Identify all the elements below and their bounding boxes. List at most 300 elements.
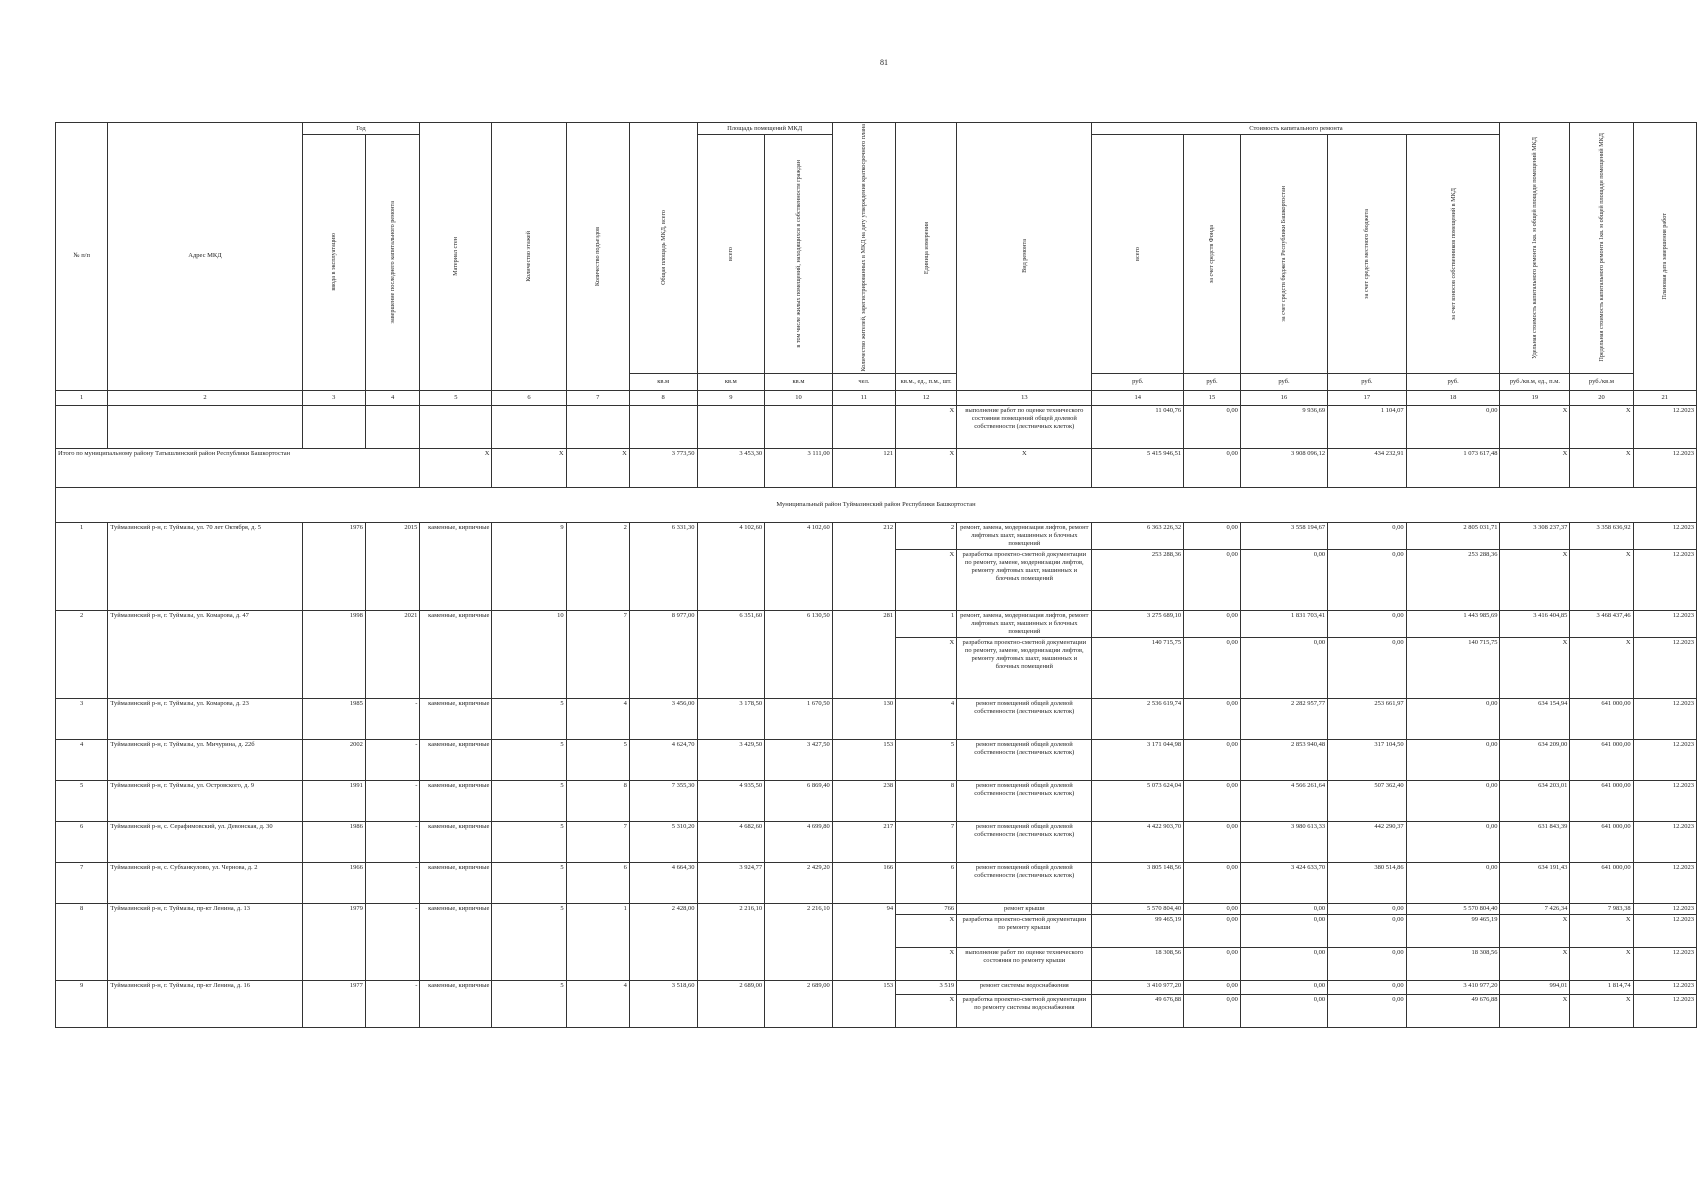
unit-cost-cell: X	[1500, 914, 1570, 947]
capital-repair-table	[55, 122, 1697, 1028]
area-total-cell: 2 216,10	[697, 903, 765, 980]
area-total-cell: 4 102,60	[697, 522, 765, 610]
max-cost-cell: X	[1570, 405, 1633, 448]
cost-local-cell: 0,00	[1328, 610, 1407, 637]
deadline-cell: 12.2023	[1633, 914, 1696, 947]
subtotal-wall: X	[420, 448, 492, 487]
address-cell: Туймазинский р-н, с. Серафимовский, ул. Девонская, д. 30	[108, 821, 302, 862]
work-type-cell: разработка проектно-сметной документации по ремонту, замене, модернизации лифтов, ремонту лифтовых шахт, машинных и блочных помещений	[957, 549, 1092, 610]
cost-owners-cell: 0,00	[1406, 405, 1500, 448]
unit-cost-owners: руб.	[1406, 373, 1500, 390]
house-number-cell: 2	[56, 610, 108, 698]
area-residential-cell: 2 689,00	[765, 980, 833, 1027]
unit-cell: X	[896, 994, 957, 1027]
cost-fund-cell: 0,00	[1184, 914, 1241, 947]
floors-cell: 5	[492, 903, 566, 980]
year-commission-cell: 1985	[302, 698, 365, 739]
empty-cell	[420, 405, 492, 448]
column-number: 1	[56, 390, 108, 405]
header-unit-cost: Удельная стоимость капитального ремонта 1кв. м общей площади помещений МКД	[1500, 123, 1570, 374]
area-residential-cell: 6 869,40	[765, 780, 833, 821]
subtotal-label: Итого по муниципальному району Татышлинский район Республики Башкортостан	[56, 448, 420, 487]
cost-fund-cell: 0,00	[1184, 739, 1241, 780]
cost-owners-cell: 99 465,19	[1406, 914, 1500, 947]
column-number: 3	[302, 390, 365, 405]
unit-cost-republic: руб.	[1240, 373, 1327, 390]
deadline-cell: 12.2023	[1633, 739, 1696, 780]
max-cost-cell: 1 814,74	[1570, 980, 1633, 994]
residents-cell: 281	[832, 610, 895, 698]
house-row	[56, 980, 1697, 994]
unit-cost-cell: X	[1500, 947, 1570, 980]
cost-fund-cell: 0,00	[1184, 637, 1241, 698]
unit-unit-cost: руб./кв.м, ед., п.м.	[1500, 373, 1570, 390]
column-number: 21	[1633, 390, 1696, 405]
cost-local-cell: 442 290,37	[1328, 821, 1407, 862]
header-work-type: Вид ремонта	[957, 123, 1092, 391]
cost-local-cell: 0,00	[1328, 549, 1407, 610]
cost-owners-cell: 1 443 985,69	[1406, 610, 1500, 637]
unit-cost-cell: 634 209,00	[1500, 739, 1570, 780]
header-cost-local: за счет средств местного бюджета	[1328, 135, 1407, 374]
subtotal-row	[56, 448, 1697, 487]
column-number: 4	[365, 390, 420, 405]
residents-cell: 153	[832, 739, 895, 780]
cost-local-cell: 253 661,97	[1328, 698, 1407, 739]
work-type-cell: ремонт помещений общей долевой собственности (лестничных клеток)	[957, 739, 1092, 780]
floors-cell: 10	[492, 610, 566, 698]
max-cost-cell: 641 000,00	[1570, 698, 1633, 739]
year-last-repair-cell: -	[365, 821, 420, 862]
cost-owners-cell: 3 410 977,20	[1406, 980, 1500, 994]
cost-republic-cell: 0,00	[1240, 637, 1327, 698]
cost-total-cell: 11 040,76	[1092, 405, 1184, 448]
floors-cell: 5	[492, 980, 566, 1027]
header-residents: Количество жителей, зарегистрированных в МКД на дату утверждения краткосрочного плана	[832, 123, 895, 374]
cost-fund-cell: 0,00	[1184, 448, 1241, 487]
residents-cell: 94	[832, 903, 895, 980]
entrances-cell: 1	[566, 903, 629, 980]
year-commission-cell: 1979	[302, 903, 365, 980]
area-residential-cell: 1 670,50	[765, 698, 833, 739]
year-last-repair-cell: -	[365, 739, 420, 780]
section-row	[56, 487, 1697, 522]
empty-cell	[365, 405, 420, 448]
year-last-repair-cell: -	[365, 780, 420, 821]
cost-owners-cell: 5 570 804,40	[1406, 903, 1500, 914]
subtotal-area: 3 773,50	[629, 448, 697, 487]
header-unit: Единица измерения	[896, 123, 957, 374]
wall-material-cell: каменные, кирпичные	[420, 821, 492, 862]
wall-material-cell: каменные, кирпичные	[420, 780, 492, 821]
cost-fund-cell: 0,00	[1184, 980, 1241, 994]
cost-republic-cell: 0,00	[1240, 549, 1327, 610]
cost-total-cell: 3 805 148,56	[1092, 862, 1184, 903]
house-row	[56, 903, 1697, 914]
unit-cell: X	[896, 637, 957, 698]
cost-republic-cell: 3 908 096,12	[1240, 448, 1327, 487]
cost-owners-cell: 0,00	[1406, 862, 1500, 903]
cost-owners-cell: 140 715,75	[1406, 637, 1500, 698]
deadline-cell: 12.2023	[1633, 903, 1696, 914]
work-type-cell: ремонт помещений общей долевой собственности (лестничных клеток)	[957, 862, 1092, 903]
cost-local-cell: 0,00	[1328, 903, 1407, 914]
page-number: 81	[880, 58, 888, 67]
unit-cost-cell: 994,01	[1500, 980, 1570, 994]
cost-owners-cell: 1 073 617,48	[1406, 448, 1500, 487]
header-max-cost: Предельная стоимость капитального ремонта 1кв. м общей площади помещений МКД	[1570, 123, 1633, 374]
cost-republic-cell: 3 980 613,33	[1240, 821, 1327, 862]
cost-fund-cell: 0,00	[1184, 994, 1241, 1027]
unit-cost-cell: 631 843,39	[1500, 821, 1570, 862]
house-number-cell: 3	[56, 698, 108, 739]
unit-cell: 3 519	[896, 980, 957, 994]
year-last-repair-cell: -	[365, 698, 420, 739]
column-number: 19	[1500, 390, 1570, 405]
header-cost-republic: за счет средств бюджета Республики Башкортостан	[1240, 135, 1327, 374]
unit-cell: X	[896, 947, 957, 980]
header-area-group: Площадь помещений МКД	[697, 123, 832, 135]
column-number: 9	[697, 390, 765, 405]
entrances-cell: 4	[566, 980, 629, 1027]
work-type-cell: ремонт, замена, модернизация лифтов, ремонт лифтовых шахт, машинных и блочных помещений	[957, 522, 1092, 549]
floors-cell: 5	[492, 780, 566, 821]
house-number-cell: 1	[56, 522, 108, 610]
column-number: 18	[1406, 390, 1500, 405]
unit-cost-cell: X	[1500, 637, 1570, 698]
residents-cell: 212	[832, 522, 895, 610]
work-type-cell: ремонт, замена, модернизация лифтов, ремонт лифтовых шахт, машинных и блочных помещений	[957, 610, 1092, 637]
cost-owners-cell: 2 805 031,71	[1406, 522, 1500, 549]
header-cost-owners: за счет взносов собственников помещений в МКД	[1406, 135, 1500, 374]
header-row-top	[56, 123, 1697, 135]
entrances-cell: 6	[566, 862, 629, 903]
header-total-area: Общая площадь МКД, всего	[629, 123, 697, 374]
cost-owners-cell: 0,00	[1406, 780, 1500, 821]
column-number: 14	[1092, 390, 1184, 405]
unit-cell: X	[896, 448, 957, 487]
unit-cost-cell: X	[1500, 994, 1570, 1027]
cost-local-cell: 0,00	[1328, 947, 1407, 980]
cost-republic-cell: 0,00	[1240, 994, 1327, 1027]
unit-cost-total: руб.	[1092, 373, 1184, 390]
house-number-cell: 9	[56, 980, 108, 1027]
area-residential-cell: 3 427,50	[765, 739, 833, 780]
unit-cell: X	[896, 405, 957, 448]
cost-owners-cell: 0,00	[1406, 739, 1500, 780]
year-commission-cell: 1966	[302, 862, 365, 903]
total-area-cell: 8 977,00	[629, 610, 697, 698]
cost-fund-cell: 0,00	[1184, 903, 1241, 914]
cost-owners-cell: 49 676,88	[1406, 994, 1500, 1027]
unit-cost-cell: X	[1500, 448, 1570, 487]
unit-cost-cell: X	[1500, 405, 1570, 448]
empty-cell	[492, 405, 566, 448]
column-number: 7	[566, 390, 629, 405]
unit-cost-fund: руб.	[1184, 373, 1241, 390]
area-total-cell: 4 935,50	[697, 780, 765, 821]
column-numbers-row	[56, 390, 1697, 405]
unit-cost-cell: 7 426,34	[1500, 903, 1570, 914]
residents-cell: 130	[832, 698, 895, 739]
house-number-cell: 8	[56, 903, 108, 980]
address-cell: Туймазинский р-н, г. Туймазы, пр-кт Ленина, д. 13	[108, 903, 302, 980]
deadline-cell: 12.2023	[1633, 549, 1696, 610]
deadline-cell: 12.2023	[1633, 698, 1696, 739]
residents-cell: 217	[832, 821, 895, 862]
unit-cost-cell: 634 191,43	[1500, 862, 1570, 903]
cost-total-cell: 253 288,36	[1092, 549, 1184, 610]
cost-total-cell: 5 570 804,40	[1092, 903, 1184, 914]
work-type-cell: разработка проектно-сметной документации по ремонту системы водоснабжения	[957, 994, 1092, 1027]
unit-residents: чел.	[832, 373, 895, 390]
subtotal-area-total: 3 453,30	[697, 448, 765, 487]
area-residential-cell: 6 130,50	[765, 610, 833, 698]
unit-total-area: кв.м	[629, 373, 697, 390]
cost-republic-cell: 0,00	[1240, 914, 1327, 947]
entrances-cell: 7	[566, 821, 629, 862]
empty-cell	[302, 405, 365, 448]
work-type-cell: ремонт крыши	[957, 903, 1092, 914]
unit-cell: 7	[896, 821, 957, 862]
cost-owners-cell: 18 308,56	[1406, 947, 1500, 980]
empty-cell	[108, 405, 302, 448]
entrances-cell: 4	[566, 698, 629, 739]
unit-cost-local: руб.	[1328, 373, 1407, 390]
unit-cell: X	[896, 914, 957, 947]
cost-total-cell: 49 676,88	[1092, 994, 1184, 1027]
total-area-cell: 7 355,30	[629, 780, 697, 821]
cost-owners-cell: 0,00	[1406, 821, 1500, 862]
max-cost-cell: 641 000,00	[1570, 780, 1633, 821]
residents-cell: 166	[832, 862, 895, 903]
column-number: 2	[108, 390, 302, 405]
cost-republic-cell: 2 282 957,77	[1240, 698, 1327, 739]
cost-owners-cell: 253 288,36	[1406, 549, 1500, 610]
header-floors: Количество этажей	[492, 123, 566, 391]
deadline-cell: 12.2023	[1633, 780, 1696, 821]
cost-total-cell: 3 171 044,98	[1092, 739, 1184, 780]
residents-cell: 153	[832, 980, 895, 1027]
cost-republic-cell: 0,00	[1240, 947, 1327, 980]
cost-fund-cell: 0,00	[1184, 610, 1241, 637]
deadline-cell: 12.2023	[1633, 405, 1696, 448]
area-total-cell: 3 178,50	[697, 698, 765, 739]
cost-fund-cell: 0,00	[1184, 405, 1241, 448]
total-area-cell: 5 310,20	[629, 821, 697, 862]
year-commission-cell: 2002	[302, 739, 365, 780]
entrances-cell: 5	[566, 739, 629, 780]
unit-cell: 2	[896, 522, 957, 549]
address-cell: Туймазинский р-н, г. Туймазы, ул. Островского, д. 9	[108, 780, 302, 821]
column-number: 15	[1184, 390, 1241, 405]
cost-fund-cell: 0,00	[1184, 821, 1241, 862]
column-number: 11	[832, 390, 895, 405]
unit-cell: 8	[896, 780, 957, 821]
total-area-cell: 2 428,00	[629, 903, 697, 980]
total-area-cell: 3 456,00	[629, 698, 697, 739]
header-entrances: Количество подъездов	[566, 123, 629, 391]
area-total-cell: 2 689,00	[697, 980, 765, 1027]
unit-cost-cell: 634 154,94	[1500, 698, 1570, 739]
year-commission-cell: 1991	[302, 780, 365, 821]
empty-cell	[566, 405, 629, 448]
year-commission-cell: 1998	[302, 610, 365, 698]
area-residential-cell: 2 429,20	[765, 862, 833, 903]
address-cell: Туймазинский р-н, г. Туймазы, ул. Комарова, д. 47	[108, 610, 302, 698]
header-cost-total: всего	[1092, 135, 1184, 374]
section-title: Муниципальный район Туймазинский район Республики Башкортостан	[56, 487, 1697, 522]
area-total-cell: 4 682,60	[697, 821, 765, 862]
unit-cell: 4	[896, 698, 957, 739]
work-type-cell: ремонт помещений общей долевой собственности (лестничных клеток)	[957, 780, 1092, 821]
cost-total-cell: 3 275 689,10	[1092, 610, 1184, 637]
subtotal-area-residential: 3 111,00	[765, 448, 833, 487]
wall-material-cell: каменные, кирпичные	[420, 862, 492, 903]
cost-republic-cell: 3 424 633,70	[1240, 862, 1327, 903]
cost-fund-cell: 0,00	[1184, 522, 1241, 549]
unit-cost-cell: 634 203,01	[1500, 780, 1570, 821]
cost-republic-cell: 9 936,69	[1240, 405, 1327, 448]
max-cost-cell: X	[1570, 549, 1633, 610]
deadline-cell: 12.2023	[1633, 448, 1696, 487]
header-area-residential: в том числе жилых помещений, находящихся в собственности граждан	[765, 135, 833, 374]
unit-cost-cell: 3 308 237,37	[1500, 522, 1570, 549]
total-area-cell: 3 518,60	[629, 980, 697, 1027]
house-row	[56, 821, 1697, 862]
column-number: 20	[1570, 390, 1633, 405]
unit-area-total: кв.м	[697, 373, 765, 390]
max-cost-cell: 641 000,00	[1570, 821, 1633, 862]
cost-total-cell: 3 410 977,20	[1092, 980, 1184, 994]
cost-total-cell: 140 715,75	[1092, 637, 1184, 698]
header-year-group: Год	[302, 123, 420, 135]
unit-unit: кв.м., ед., п.м., шт.	[896, 373, 957, 390]
cost-local-cell: 0,00	[1328, 980, 1407, 994]
header-cost-group: Стоимость капитального ремонта	[1092, 123, 1500, 135]
house-number-cell: 6	[56, 821, 108, 862]
cost-owners-cell: 0,00	[1406, 698, 1500, 739]
year-commission-cell: 1976	[302, 522, 365, 610]
year-last-repair-cell: -	[365, 862, 420, 903]
floors-cell: 9	[492, 522, 566, 610]
work-type-cell: разработка проектно-сметной документации по ремонту, замене, модернизации лифтов, ремонту лифтовых шахт, машинных и блочных помещений	[957, 637, 1092, 698]
column-number: 17	[1328, 390, 1407, 405]
max-cost-cell: 3 468 437,46	[1570, 610, 1633, 637]
cost-republic-cell: 0,00	[1240, 980, 1327, 994]
wall-material-cell: каменные, кирпичные	[420, 903, 492, 980]
deadline-cell: 12.2023	[1633, 522, 1696, 549]
deadline-cell: 12.2023	[1633, 947, 1696, 980]
work-type-cell: выполнение работ по оценке технического состояния помещений общей долевой собственности (лестничных клеток)	[957, 405, 1092, 448]
address-cell: Туймазинский р-н, г. Туймазы, пр-кт Ленина, д. 16	[108, 980, 302, 1027]
max-cost-cell: 7 983,38	[1570, 903, 1633, 914]
cost-republic-cell: 0,00	[1240, 903, 1327, 914]
cost-republic-cell: 3 558 194,67	[1240, 522, 1327, 549]
unit-cell: X	[896, 549, 957, 610]
max-cost-cell: X	[1570, 994, 1633, 1027]
cost-fund-cell: 0,00	[1184, 549, 1241, 610]
empty-cell	[765, 405, 833, 448]
empty-cell	[697, 405, 765, 448]
column-number: 16	[1240, 390, 1327, 405]
year-last-repair-cell: 2021	[365, 610, 420, 698]
work-type-cell: ремонт помещений общей долевой собственности (лестничных клеток)	[957, 698, 1092, 739]
max-cost-cell: X	[1570, 947, 1633, 980]
header-area-total: всего	[697, 135, 765, 374]
unit-cost-cell: 3 416 404,85	[1500, 610, 1570, 637]
house-row	[56, 522, 1697, 549]
house-row	[56, 698, 1697, 739]
cost-local-cell: 434 232,91	[1328, 448, 1407, 487]
max-cost-cell: 641 000,00	[1570, 862, 1633, 903]
address-cell: Туймазинский р-н, г. Туймазы, ул. Комарова, д. 23	[108, 698, 302, 739]
column-number: 5	[420, 390, 492, 405]
entrances-cell: 2	[566, 522, 629, 610]
max-cost-cell: X	[1570, 637, 1633, 698]
cost-local-cell: 1 104,07	[1328, 405, 1407, 448]
cost-local-cell: 317 104,50	[1328, 739, 1407, 780]
total-area-cell: 4 664,30	[629, 862, 697, 903]
deadline-cell: 12.2023	[1633, 610, 1696, 637]
cost-total-cell: 5 073 624,04	[1092, 780, 1184, 821]
empty-cell	[832, 405, 895, 448]
floors-cell: 5	[492, 698, 566, 739]
wall-material-cell: каменные, кирпичные	[420, 610, 492, 698]
unit-cell: 1	[896, 610, 957, 637]
floors-cell: 5	[492, 862, 566, 903]
cost-local-cell: 0,00	[1328, 637, 1407, 698]
max-cost-cell: X	[1570, 448, 1633, 487]
year-last-repair-cell: -	[365, 903, 420, 980]
address-cell: Туймазинский р-н, г. Туймазы, ул. Мичурина, д. 22б	[108, 739, 302, 780]
unit-max-cost: руб./кв.м	[1570, 373, 1633, 390]
work-type-cell: X	[957, 448, 1092, 487]
empty-cell	[629, 405, 697, 448]
house-row	[56, 739, 1697, 780]
unit-cost-cell: X	[1500, 549, 1570, 610]
cost-total-cell: 2 536 619,74	[1092, 698, 1184, 739]
unit-cell: 6	[896, 862, 957, 903]
column-number: 8	[629, 390, 697, 405]
entrances-cell: 8	[566, 780, 629, 821]
cost-local-cell: 380 514,86	[1328, 862, 1407, 903]
unit-cell: 766	[896, 903, 957, 914]
wall-material-cell: каменные, кирпичные	[420, 739, 492, 780]
column-number: 10	[765, 390, 833, 405]
cost-total-cell: 6 363 226,32	[1092, 522, 1184, 549]
year-last-repair-cell: -	[365, 980, 420, 1027]
header-address: Адрес МКД	[108, 123, 302, 391]
area-total-cell: 3 924,77	[697, 862, 765, 903]
wall-material-cell: каменные, кирпичные	[420, 698, 492, 739]
header-year-commission: ввода в эксплуатацию	[302, 135, 365, 391]
column-number: 13	[957, 390, 1092, 405]
work-type-cell: выполнение работ по оценке технического состояния по ремонту крыши	[957, 947, 1092, 980]
header-deadline: Плановая дата завершения работ	[1633, 123, 1696, 391]
subtotal-residents: 121	[832, 448, 895, 487]
subtotal-floors: X	[492, 448, 566, 487]
entrances-cell: 7	[566, 610, 629, 698]
cost-total-cell: 4 422 903,70	[1092, 821, 1184, 862]
house-row	[56, 862, 1697, 903]
house-number-cell: 7	[56, 862, 108, 903]
unit-cell: 5	[896, 739, 957, 780]
column-number: 12	[896, 390, 957, 405]
work-type-cell: разработка проектно-сметной документации по ремонту крыши	[957, 914, 1092, 947]
deadline-cell: 12.2023	[1633, 862, 1696, 903]
cost-fund-cell: 0,00	[1184, 780, 1241, 821]
